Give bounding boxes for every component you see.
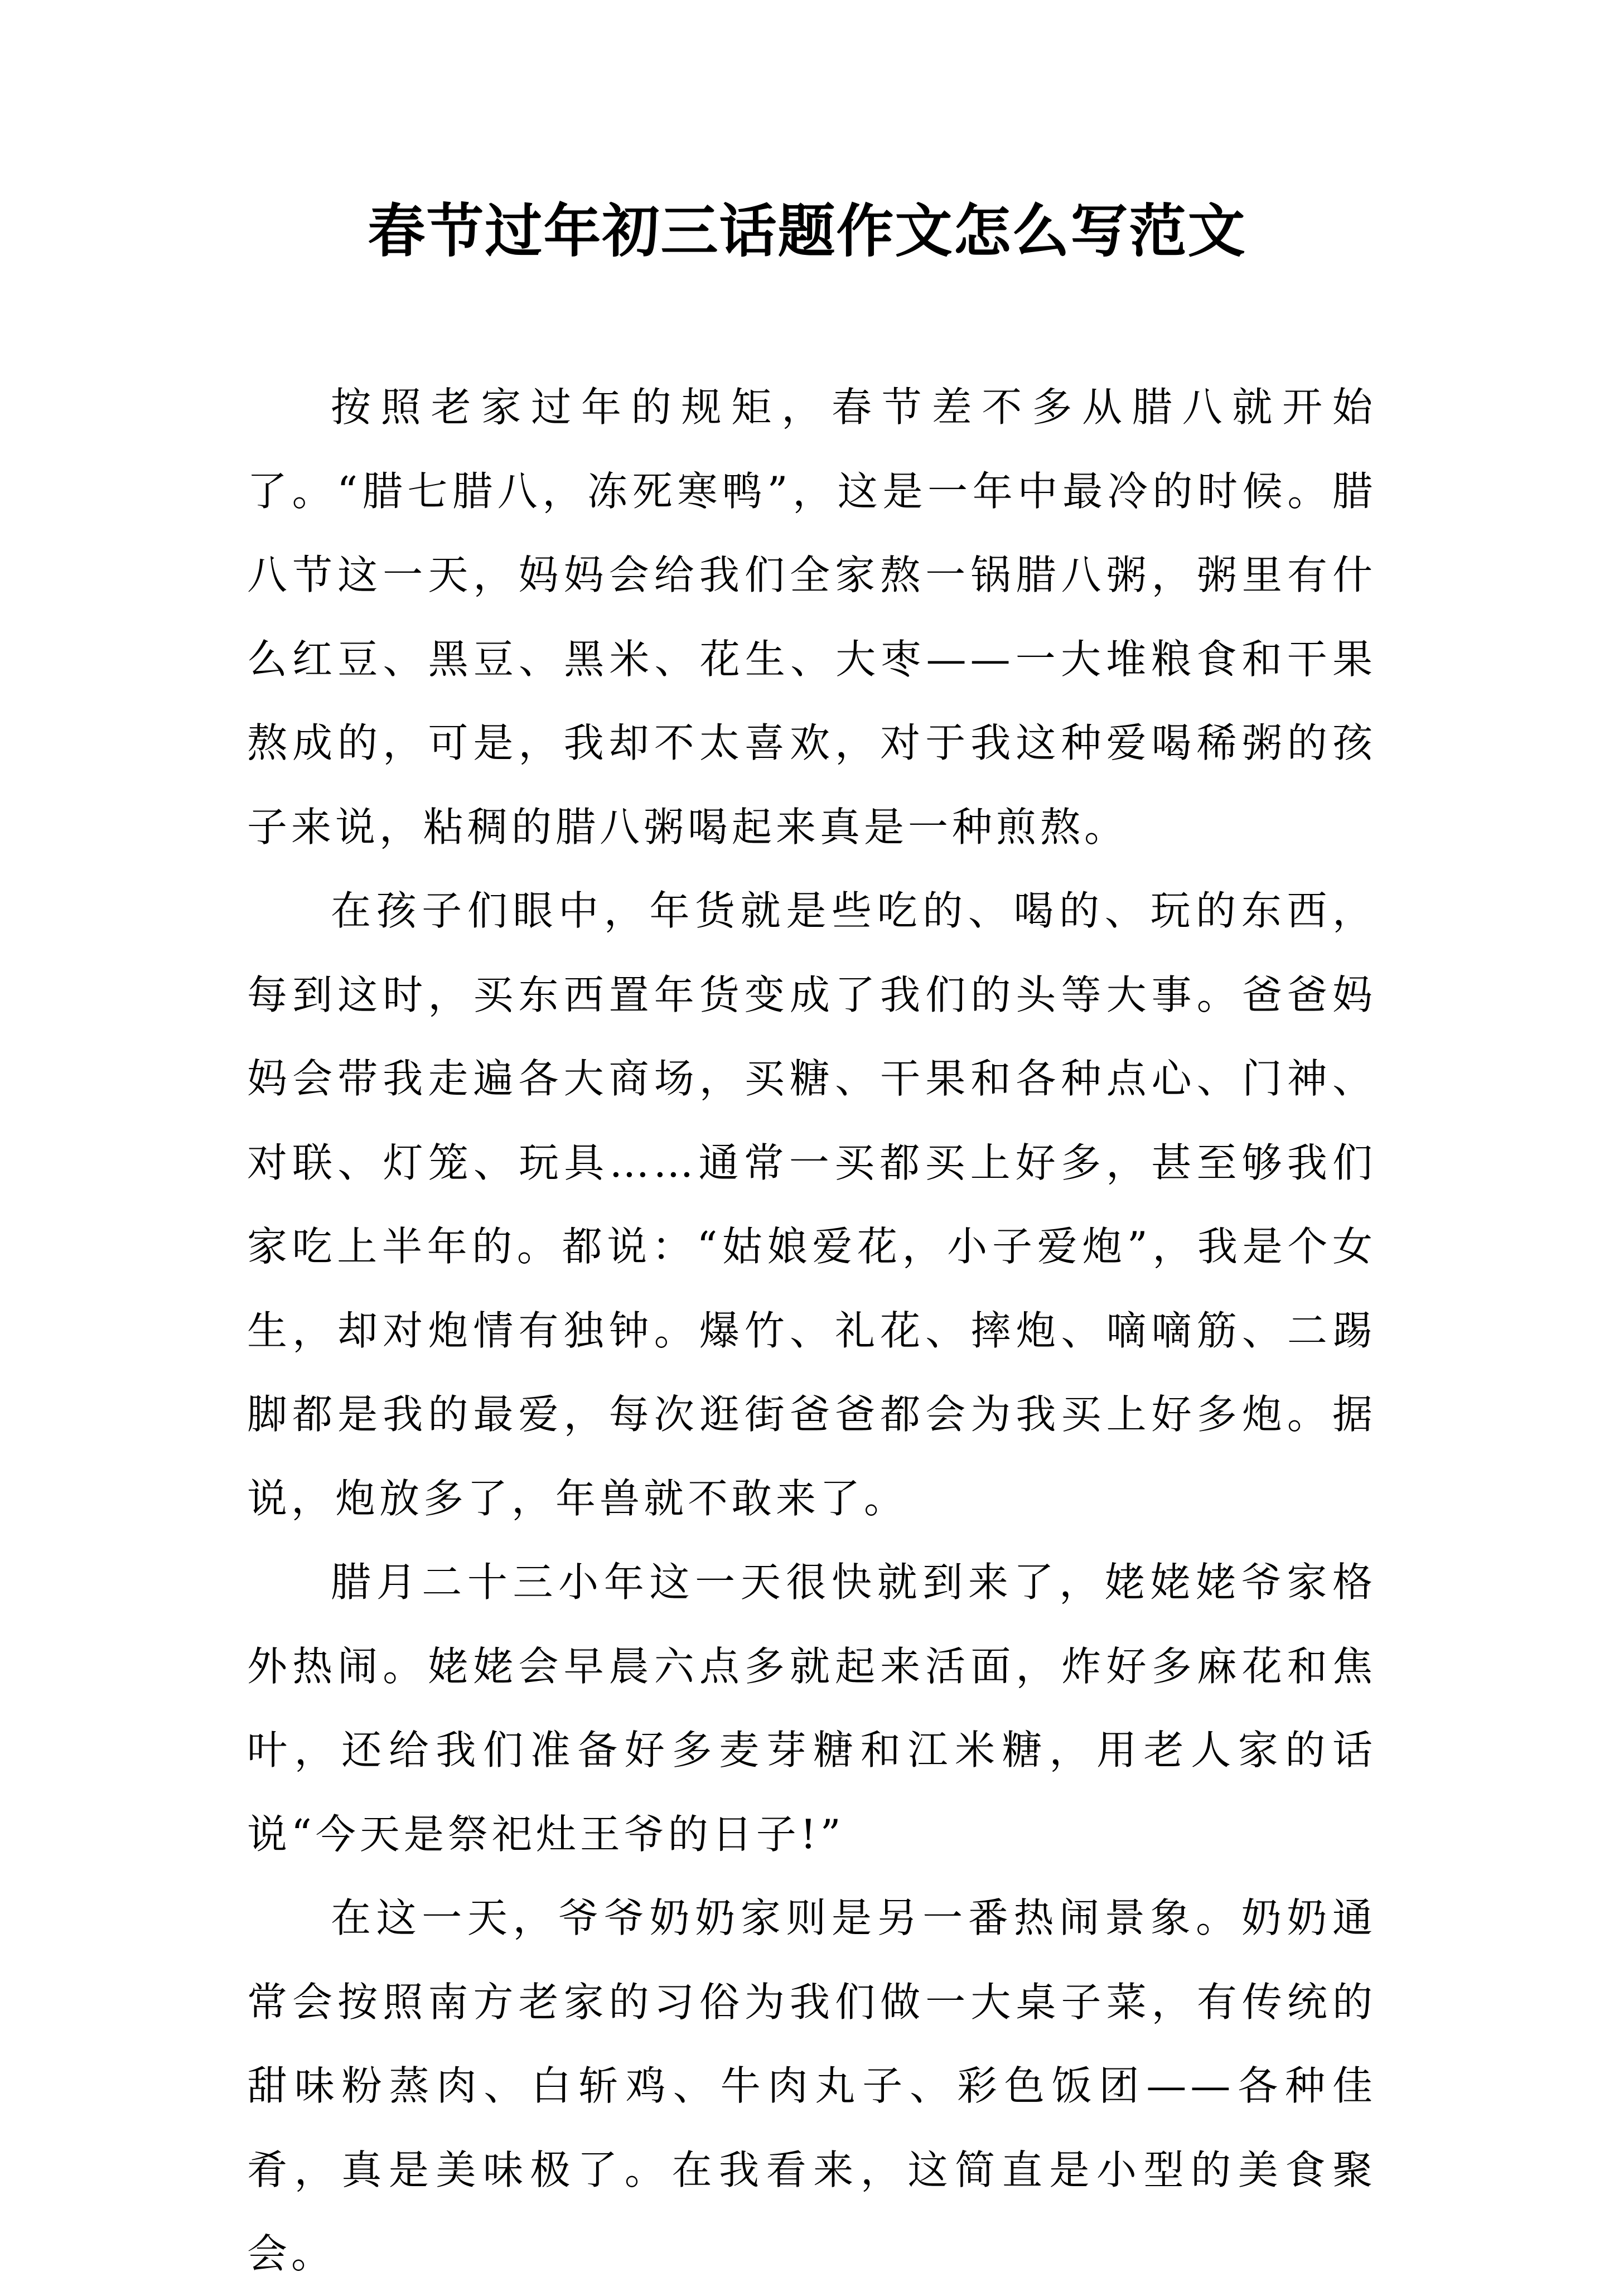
document-body [247,365,1376,2296]
document-title: 春节过年初三话题作文怎么写范文 [368,197,1246,265]
paragraph-3: 腊月二十三小年这一天很快就到来了，姥姥姥爷家格外热闹。姥姥会早晨六点多就起来活面，炸好多麻花和焦叶，还给我们准备好多麦芽糖和江米糖，用老人家的话说“今天是祭祀灶王爷的日子!” [247,1559,1376,1858]
paragraph-2: 在孩子们眼中，年货就是些吃的、喝的、玩的东西，每到这时，买东西置年货变成了我们的头等大事。爸爸妈妈会带我走遍各大商场，买糖、干果和各种点心、门神、对联、灯笼、玩具……通常一买都买上好多，甚至够我们家吃上半年的。都说：“姑娘爱花，小子爱炮”，我是个女生，却对炮情有独钟。爆竹、礼花、摔炮、嘀嘀筋、二踢脚都是我的最爱，每次逛街爸爸都会为我买上好多炮。据说，炮放多了，年兽就不敢来了。 [247,887,1376,1522]
paragraph-4: 在这一天，爷爷奶奶家则是另一番热闹景象。奶奶通常会按照南方老家的习俗为我们做一大桌子菜，有传统的甜味粉蒸肉、白斩鸡、牛肉丸子、彩色饭团——各种佳肴，真是美味极了。在我看来，这简直是小型的美食聚会。 [247,1894,1376,2277]
paragraph-1: 按照老家过年的规矩，春节差不多从腊八就开始了。“腊七腊八，冻死寒鸭”，这是一年中最冷的时候。腊八节这一天，妈妈会给我们全家熬一锅腊八粥，粥里有什么红豆、黑豆、黑米、花生、大枣——一大堆粮食和干果熬成的，可是，我却不太喜欢，对于我这种爱喝稀粥的孩子来说，粘稠的腊八粥喝起来真是一种煎熬。 [247,384,1376,850]
